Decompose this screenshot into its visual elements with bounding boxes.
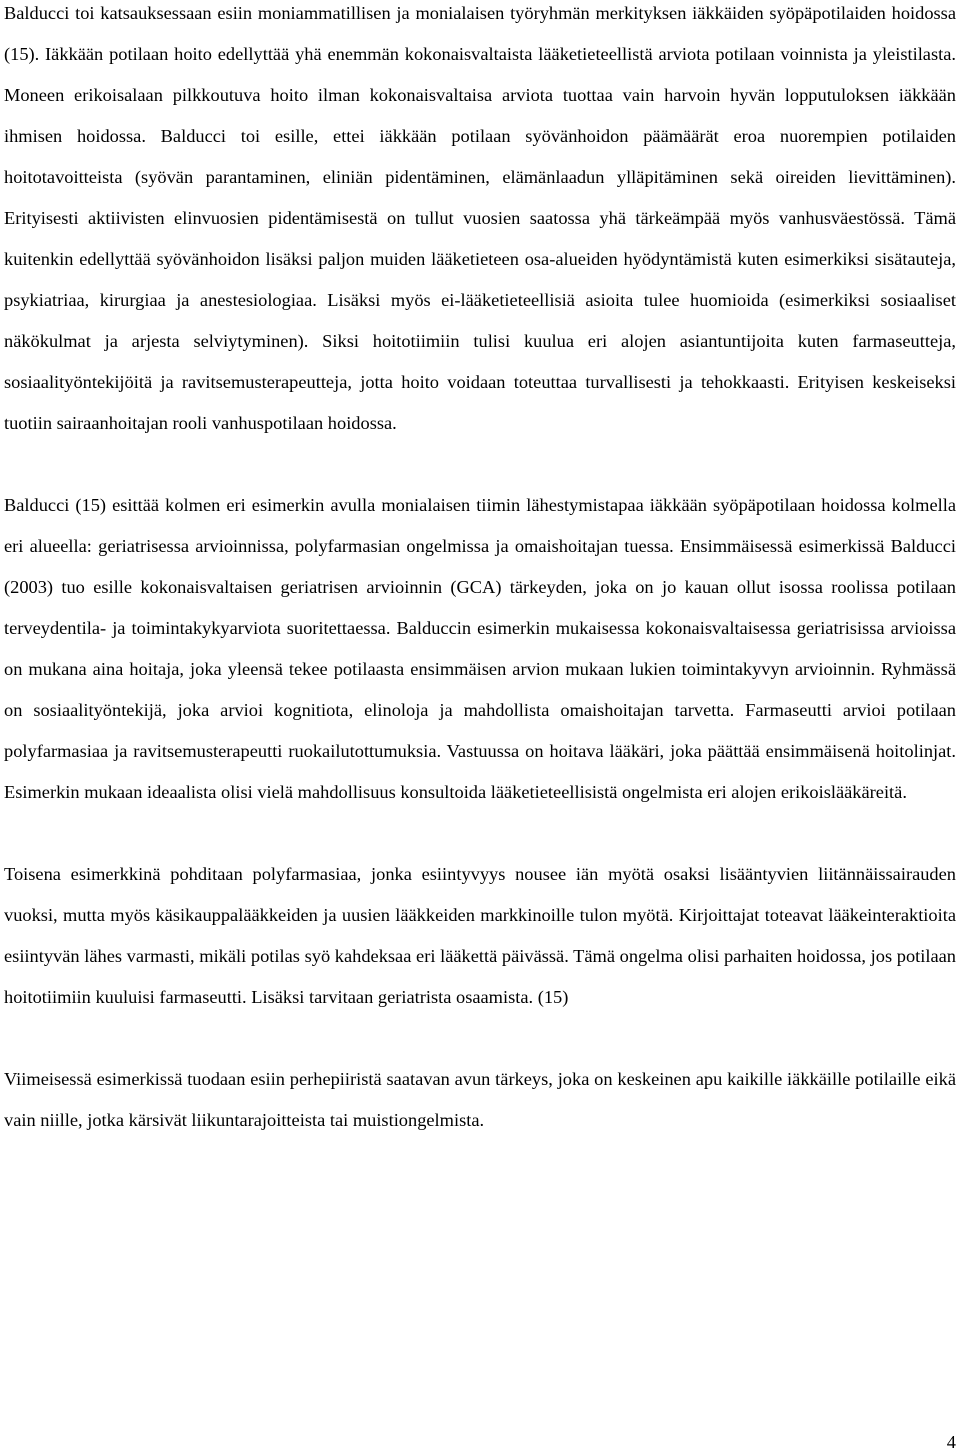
page-number: 4 xyxy=(946,1432,956,1452)
body-paragraph-4: Viimeisessä esimerkissä tuodaan esiin perhepiiristä saatavan avun tärkeys, joka on keskeinen apu kaikille iäkkäille potilaille eikä vain niille, jotka kärsivät liikuntarajoitteista tai muistiongelmista. xyxy=(4,1069,956,1130)
document-page xyxy=(4,0,956,1141)
body-paragraph-3: Toisena esimerkkinä pohditaan polyfarmasiaa, jonka esiintyvyys nousee iän myötä osaksi lisääntyvien liitännäissairauden vuoksi, mutta myös käsikauppalääkkeiden ja uusien lääkkeiden markkinoille tulon myötä. Kirjoittajat toteavat lääkeinteraktioita esiintyvän lähes varmasti, mikäli potilas syö kahdeksaa eri lääkettä päivässä. Tämä ongelma olisi parhaiten hoidossa, jos potilaan hoitotiimiin kuuluisi farmaseutti. Lisäksi tarvitaan geriatrista osaamista. (15) xyxy=(4,864,956,1007)
body-paragraph-1: Balducci toi katsauksessaan esiin moniammatillisen ja monialaisen työryhmän merkityksen iäkkäiden syöpäpotilaiden hoidossa (15). Iäkkään potilaan hoito edellyttää yhä enemmän kokonaisvaltaista lääketieteellistä arviota potilaan voinnista ja yleistilasta. Moneen erikoisalaan pilkkoutuva hoito ilman kokonaisvaltaisa arviota tuottaa vain harvoin hyvän lopputuloksen iäkkään ihmisen hoidossa. Balducci toi esille, ettei iäkkään potilaan syövänhoidon päämäärät eroa nuorempien potilaiden hoitotavoitteista (syövän parantaminen, eliniän pidentäminen, elämänlaadun ylläpitäminen sekä oireiden lievittäminen). Erityisesti aktiivisten elinvuosien pidentämisestä on tullut vuosien saatossa yhä tärkeämpää myös vanhusväestössä. Tämä kuitenkin edellyttää syövänhoidon lisäksi paljon muiden lääketieteen osa-alueiden hyödyntämistä kuten esimerkiksi sisätauteja, psykiatriaa, kirurgiaa ja anestesiologiaa. Lisäksi myös ei-lääketieteellisiä asioita tulee huomioida (esimerkiksi sosiaaliset näkökulmat ja arjesta selviytyminen). Siksi hoitotiimiin tulisi kuulua eri alojen asiantuntijoita kuten farmaseutteja, sosiaalityöntekijöitä ja ravitsemusterapeutteja, jotta hoito voidaan toteuttaa turvallisesti ja tehokkaasti. Erityisen keskeiseksi tuotiin sairaanhoitajan rooli vanhuspotilaan hoidossa. xyxy=(4,3,956,433)
body-paragraph-2: Balducci (15) esittää kolmen eri esimerkin avulla monialaisen tiimin lähestymistapaa iäkkään syöpäpotilaan hoidossa kolmella eri alueella: geriatrisessa arvioinnissa, polyfarmasian ongelmissa ja omaishoitajan tuessa. Ensimmäisessä esimerkissä Balducci (2003) tuo esille kokonaisvaltaisen geriatrisen arvioinnin (GCA) tärkeyden, joka on jo kauan ollut isossa roolissa potilaan terveydentila- ja toimintakykyarviota suoritettaessa. Balduccin esimerkin mukaisessa kokonaisvaltaisessa geriatrisissa arvioissa on mukana aina hoitaja, joka yleensä tekee potilaasta ensimmäisen arvion mukaan lukien toimintakyvyn arvioinnin. Ryhmässä on sosiaalityöntekijä, joka arvioi kognitiota, elinoloja ja mahdollista omaishoitajan tarvetta. Farmaseutti arvioi potilaan polyfarmasiaa ja ravitsemusterapeutti ruokailutottumuksia. Vastuussa on hoitava lääkäri, joka päättää ensimmäisenä hoitolinjat. Esimerkin mukaan ideaalista olisi vielä mahdollisuus konsultoida lääketieteellisistä ongelmista eri alojen erikoislääkäreitä. xyxy=(4,495,956,802)
